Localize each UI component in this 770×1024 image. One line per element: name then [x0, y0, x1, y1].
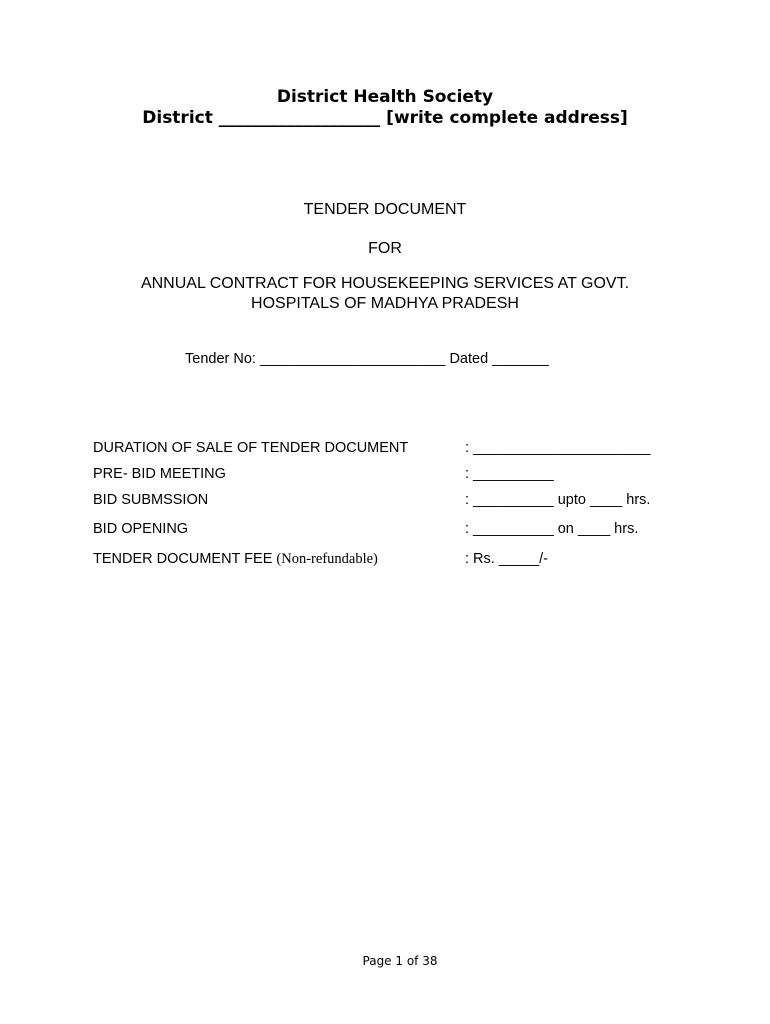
document-type-title: TENDER DOCUMENT: [303, 201, 467, 218]
org-name-heading: District Health Society: [276, 87, 494, 107]
schedule-label-bid-submission: BID SUBMSSION: [93, 492, 209, 508]
schedule-label-pre-bid-meeting: PRE- BID MEETING: [93, 466, 226, 482]
schedule-value-pre-bid-meeting: : __________: [465, 466, 554, 482]
subject-line-2: HOSPITALS OF MADHYA PRADESH: [251, 295, 519, 312]
schedule-label-document-fee: [93, 551, 378, 568]
non-refundable-note: (Non-refundable): [276, 551, 378, 567]
schedule-label-bid-opening: BID OPENING: [93, 521, 189, 537]
schedule-label-sale-duration: DURATION OF SALE OF TENDER DOCUMENT: [93, 440, 409, 456]
for-label: FOR: [368, 240, 402, 257]
schedule-value-bid-opening: : __________ on ____ hrs.: [465, 521, 639, 537]
tender-number-line: Tender No: _______________________ Dated _______: [185, 351, 549, 367]
schedule-value-sale-duration: : ______________________: [465, 440, 651, 456]
subject-line-1: ANNUAL CONTRACT FOR HOUSEKEEPING SERVICES AT GOVT.: [140, 275, 630, 292]
document-fee-label: TENDER DOCUMENT FEE: [93, 551, 277, 567]
schedule-value-bid-submission: : __________ upto ____ hrs.: [465, 492, 651, 508]
district-address-line: District ___________________ [write complete address]: [142, 108, 628, 128]
schedule-value-document-fee: : Rs. _____/-: [465, 551, 549, 567]
page-number-footer: Page 1 of 38: [362, 954, 438, 968]
